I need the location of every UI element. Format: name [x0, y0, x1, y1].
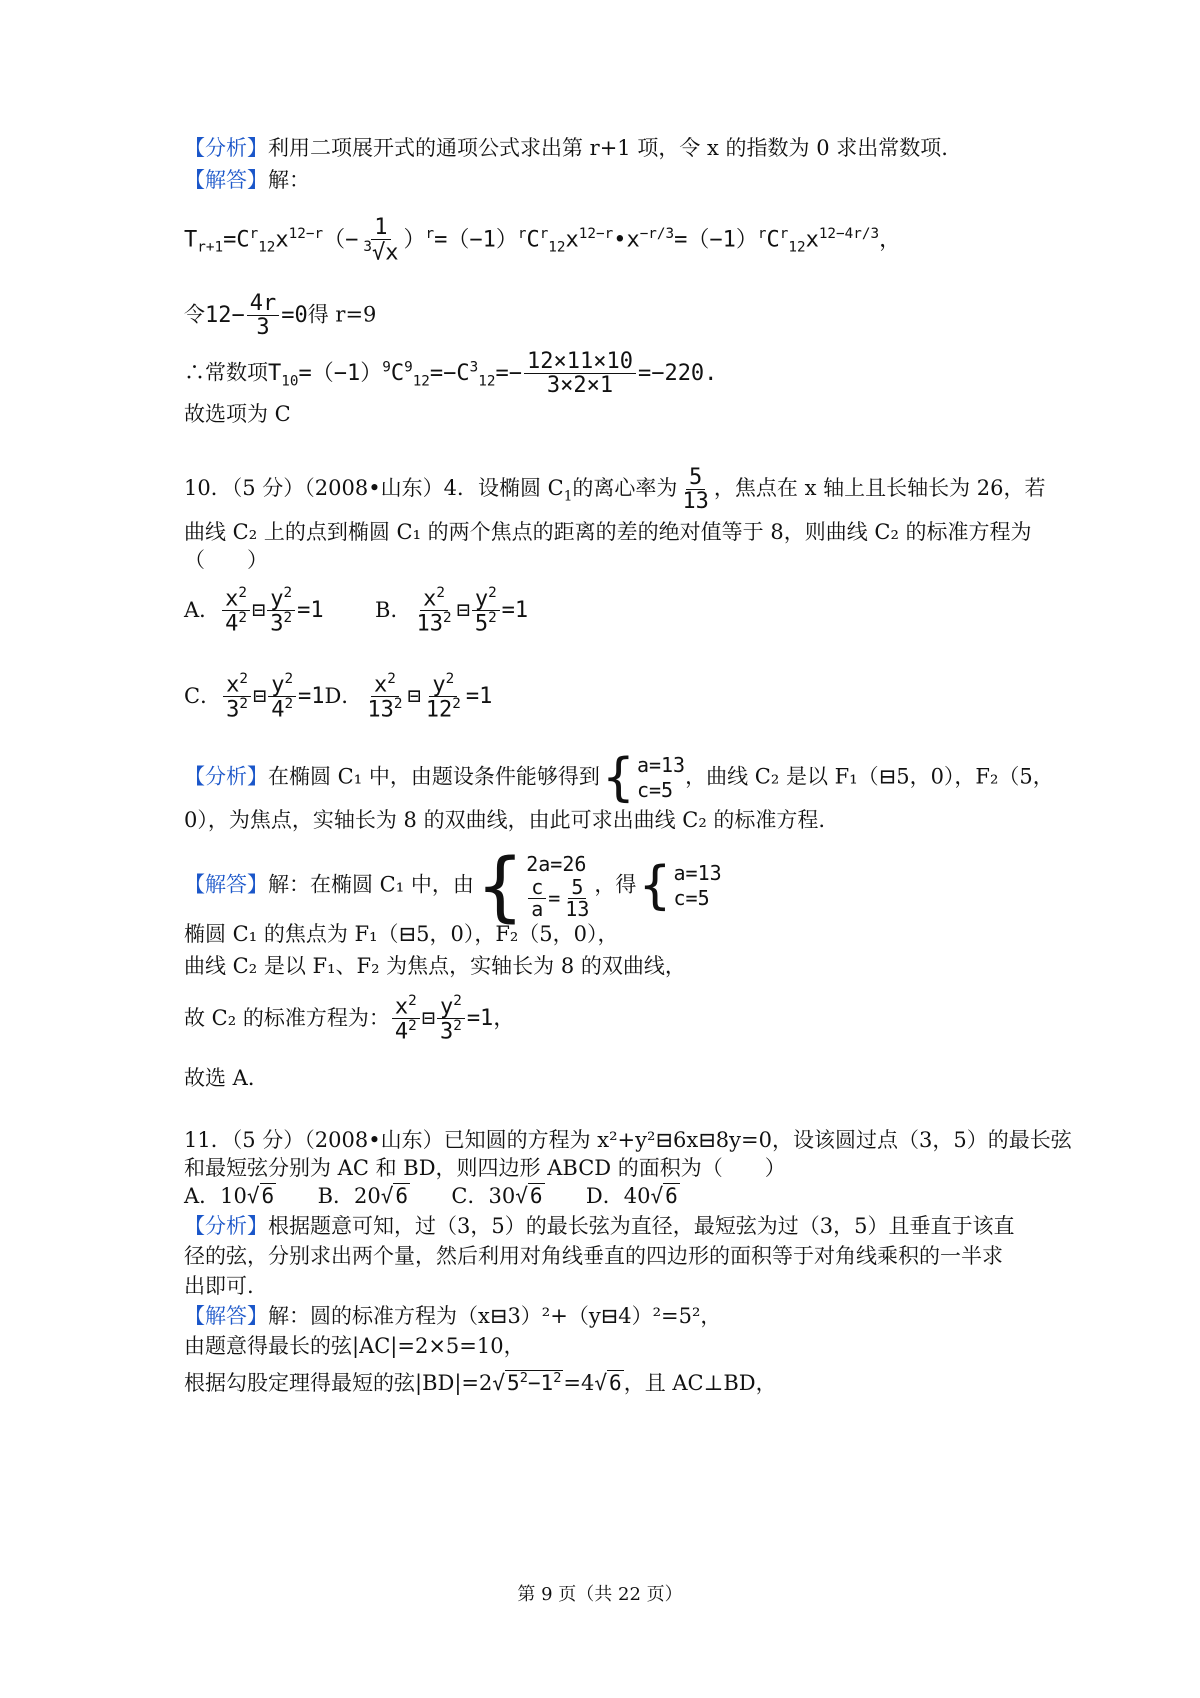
- q10-focus-line: 椭圆 C₁ 的焦点为 F₁（⊟5，0），F₂（5，0），: [184, 922, 619, 946]
- option-a-label: A．: [184, 597, 221, 622]
- option-b: B．20: [317, 1184, 381, 1208]
- q10-options-cd: C． $\frac{x^2}{3^2}$ ⊟ $\frac{y^2}{4^2}$ =1D． $\frac{x^2}{13^2}$ ⊟ $\frac{y^2}{12^2}$ =1: [184, 671, 493, 723]
- q10-standard-equation: 故 C₂ 的标准方程为： $\frac{x^2}{4^2}$ ⊟ $\frac{y^2}{3^2}$ =1，: [184, 993, 516, 1045]
- constant-term-line: ∴常数项$T_{10}=(-1)^9C^9_{12}=-C^3_{12}=-$ $\frac{12\times 11\times 10}{3\times 2\times 1}$ =−220.: [184, 349, 718, 399]
- q10-text-a: 10．（5 分）（2008•山东）4．设椭圆 C: [184, 476, 564, 501]
- q11-line1: 11．（5 分）（2008•山东）已知圆的方程为 x²+y²⊟6x⊟8y=0，设该圆过点（3，5）的最长弦: [184, 1128, 1072, 1152]
- bd-end: ，且 AC⊥BD，: [623, 1371, 777, 1395]
- q11-analysis-line3: 出即可.: [184, 1274, 254, 1298]
- q10-line3: （ ）: [184, 548, 268, 572]
- q11-bd-line: 根据勾股定理得最短的弦$|BD|=2√5^2-1^2=4√6$，且 AC⊥BD，: [184, 1370, 777, 1395]
- q11-analysis: [184, 1214, 1014, 1239]
- analysis-tag: 【分析】: [184, 1214, 268, 1238]
- q10-text-c: ，焦点在 x 轴上且长轴长为 26，若: [713, 476, 1046, 501]
- q10-conclusion: 故选 A．: [184, 1066, 269, 1090]
- analysis-text: 根据题意可知，过（3，5）的最长弦为直径，最短弦为过（3，5）且垂直于该直: [268, 1214, 1015, 1238]
- sol9-answer-heading: [184, 168, 310, 193]
- analysis-text-a: 在椭圆 C₁ 中，由题设条件能够得到: [268, 764, 600, 789]
- q10-analysis-line2: 0），为焦点，实轴长为 8 的双曲线，由此可求出曲线 C₂ 的标准方程.: [184, 808, 826, 832]
- std-prefix: 故 C₂ 的标准方程为：: [184, 1005, 390, 1030]
- q11-options: A．10√6 B．20√6 C．30√6 D．40√6: [184, 1184, 678, 1208]
- step-text: 令: [184, 302, 205, 327]
- q10-answer: 【解答】解：在椭圆 C₁ 中，由 { 2a=26 $\frac{c}{a}$ = $\frac{5}{13}$ ，得 { a=13 c=5: [184, 841, 722, 930]
- q10-curve-line: 曲线 C₂ 是以 F₁、F₂ 为焦点，实轴长为 8 的双曲线，: [184, 954, 686, 978]
- analysis-text: 利用二项展开式的通项公式求出第 r+1 项，令 x 的指数为 0 求出常数项.: [268, 136, 948, 160]
- answer-tag: 【解答】: [184, 168, 268, 192]
- bd-suffix: =4: [563, 1371, 595, 1395]
- answer-tag: 【解答】: [184, 872, 268, 897]
- page-footer: 第 9 页（共 22 页）: [517, 1584, 683, 1605]
- answer-text: 解：圆的标准方程为（x⊟3）²+（y⊟4）²=5²，: [268, 1304, 722, 1328]
- q11-analysis-line2: 径的弦，分别求出两个量，然后利用对角线垂直的四边形的面积等于对角线乘积的一半求: [184, 1244, 1003, 1268]
- q10-analysis: 【分析】在椭圆 C₁ 中，由题设条件能够得到 { a=13 c=5 ，曲线 C₂ 是以 F₁（⊟5，0），F₂（5，: [184, 748, 1054, 808]
- analysis-tag: 【分析】: [184, 764, 268, 789]
- q10-line1: 10．（5 分）（2008•山东）4．设椭圆 $C_1$的离心率为 $\frac{5}{13}$ ，焦点在 x 轴上且长轴长为 26，若: [184, 465, 1046, 515]
- step-result: 得 r=9: [307, 302, 377, 327]
- option-d: D．40: [585, 1184, 651, 1208]
- q11-answer: [184, 1304, 721, 1329]
- bd-prefix: 根据勾股定理得最短的弦|BD|=2: [184, 1371, 493, 1395]
- sol9-analysis: [184, 136, 948, 161]
- answer-text-b: ，得: [594, 872, 637, 897]
- const-prefix: ∴常数项: [184, 360, 268, 385]
- option-d-label: D．: [324, 683, 363, 708]
- q10-line2: 曲线 C₂ 上的点到椭圆 C₁ 的两个焦点的距离的差的绝对值等于 8，则曲线 C₂ 的标准方程为: [184, 520, 1032, 544]
- q10-text-b: 的离心率为: [572, 476, 678, 501]
- option-c: C．30: [451, 1184, 516, 1208]
- q11-line2: 和最短弦分别为 AC 和 BD，则四边形 ABCD 的面积为（ ）: [184, 1156, 786, 1180]
- analysis-tag: 【分析】: [184, 136, 268, 160]
- sol9-conclusion: 故选项为 C: [184, 402, 291, 426]
- option-c-label: C．: [184, 683, 222, 708]
- answer-text-a: 解：在椭圆 C₁ 中，由: [268, 872, 474, 897]
- answer-tag: 【解答】: [184, 1304, 268, 1328]
- q11-chord-line: 由题意得最长的弦|AC|=2×5=10，: [184, 1334, 525, 1358]
- q10-options-ab: A． $\frac{x^2}{4^2}$ ⊟ $\frac{y^2}{3^2}$ =1 B． $\frac{x^2}{13^2}$ ⊟ $\frac{y^2}{5^2}$ =1: [184, 585, 529, 637]
- answer-text: 解：: [268, 168, 310, 192]
- solve-r-line: 令12− $\frac{4r}{3}$ =0得 r=9: [184, 291, 377, 341]
- general-term-formula: $T_{r+1}=C^r_{12}x^{12-r}(-$ $\frac{1}{^3√x}$ ）$^r=(-1)^rC^r_{12}x^{12-r}•x^{-r/3}=(-1)^rC^r_{12}x^{12-4r/3}$，: [184, 215, 902, 266]
- option-a: A．10: [184, 1184, 247, 1208]
- analysis-text-b: ，曲线 C₂ 是以 F₁（⊟5，0），F₂（5，: [685, 764, 1054, 789]
- option-b-label: B．: [375, 597, 412, 622]
